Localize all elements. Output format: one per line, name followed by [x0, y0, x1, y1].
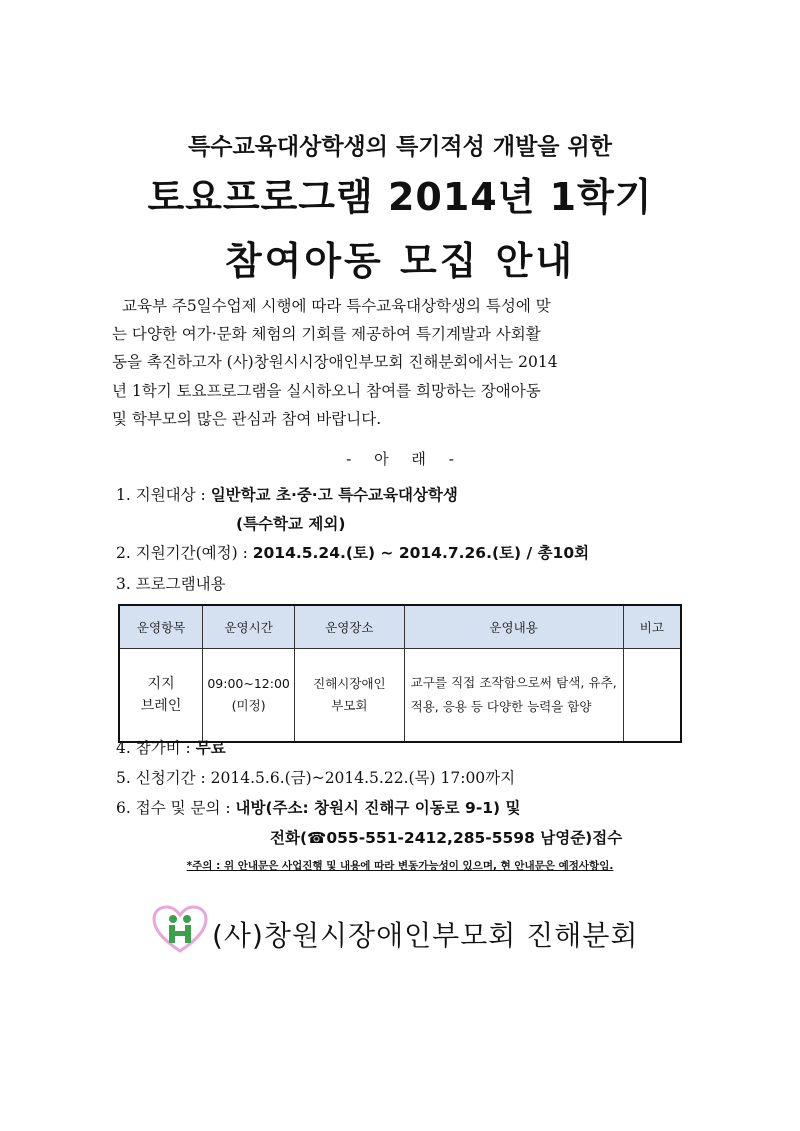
- cell-time: [203, 649, 295, 743]
- item-contact: [116, 796, 521, 818]
- table-header: 운영항목: [119, 605, 203, 649]
- cell-time-line: 09:00~12:00: [207, 676, 290, 691]
- item-program: 3. 프로그램내용: [116, 575, 226, 593]
- intro-line: 동을 촉진하고자 (사)창원시시장애인부모회 진해분회에서는 2014: [112, 353, 558, 372]
- cell-place-line: 진해시장애인: [313, 676, 386, 691]
- item-period-label: 2. 지원기간(예정) :: [116, 544, 253, 562]
- cell-item-line: 지지: [147, 676, 175, 692]
- item-period-value: 2014.5.24.(토) ~ 2014.7.26.(토) / 총10회: [252, 544, 590, 562]
- item-application-period: 5. 신청기간 : 2014.5.6.(금)~2014.5.22.(목) 17:00까지: [116, 769, 516, 787]
- cell-note: [623, 649, 681, 743]
- item-target-label: 1. 지원대상 :: [116, 486, 211, 504]
- item-fee-value: 무료: [195, 739, 226, 757]
- intro-line: 년 1학기 토요프로그램을 실시하오니 참여를 희망하는 장애아동: [112, 381, 541, 400]
- item-target-value: 일반학교 초·중·고 특수교육대상학생: [210, 486, 458, 504]
- item-fee-label: 4. 참가비 :: [116, 739, 196, 757]
- item-target: [116, 483, 458, 505]
- table-header: 비고: [623, 605, 681, 649]
- cell-item: [119, 649, 203, 743]
- item-contact-value: 내방(주소: 창원시 진해구 이동로 9-1) 및: [235, 799, 521, 817]
- item-contact-phone-text: 전화(☎055-551-2412,285-5598 남영준)접수: [270, 829, 623, 847]
- item-period: [116, 541, 589, 563]
- table-row: [119, 649, 681, 743]
- item-fee: [116, 736, 226, 758]
- cell-time-line: (미정): [231, 698, 266, 713]
- subtitle: 특수교육대상학생의 특기적성 개발을 위한: [188, 134, 612, 160]
- intro-line: 교육부 주5일수업제 시행에 따라 특수교육대상학생의 특성에 맞: [122, 297, 551, 315]
- organization-name: (사)창원시장애인부모회 진해분회: [212, 919, 639, 952]
- item-contact-label: 6. 접수 및 문의 :: [116, 799, 236, 817]
- notice-text: *주의 : 위 안내문은 사업진행 및 내용에 따라 변동가능성이 있으며, 현 안내문은 예정사항임.: [186, 860, 614, 872]
- family-logo-icon: [152, 905, 208, 955]
- item-target-note: [236, 512, 345, 534]
- cell-place: [295, 649, 405, 743]
- title-line-2: 참여아동 모집 안내: [224, 239, 576, 283]
- table-header-row: [119, 605, 681, 649]
- intro-line: 및 학부모의 많은 관심과 참여 바랍니다.: [112, 409, 382, 428]
- cell-place-line: 부모회: [331, 698, 368, 713]
- item-contact-phone: [270, 826, 622, 848]
- table-header: 운영내용: [404, 605, 623, 649]
- item-target-note-text: (특수학교 제외): [236, 515, 346, 533]
- cell-content: 교구를 직접 조작함으로써 탐색, 유추, 적용, 응용 등 다양한 능력을 함양: [404, 649, 623, 743]
- cell-item-line: 브레인: [140, 698, 182, 714]
- intro-line: 는 다양한 여가·문화 체험의 기회를 제공하여 특기계발과 사회활: [112, 325, 541, 344]
- table-header: 운영장소: [295, 605, 405, 649]
- table-header: 운영시간: [203, 605, 295, 649]
- program-table: [118, 604, 682, 743]
- intro-paragraph: [112, 292, 692, 433]
- section-divider-heading: - 아 래 -: [345, 450, 455, 468]
- title-line-1: 토요프로그램 2014년 1학기: [147, 175, 653, 219]
